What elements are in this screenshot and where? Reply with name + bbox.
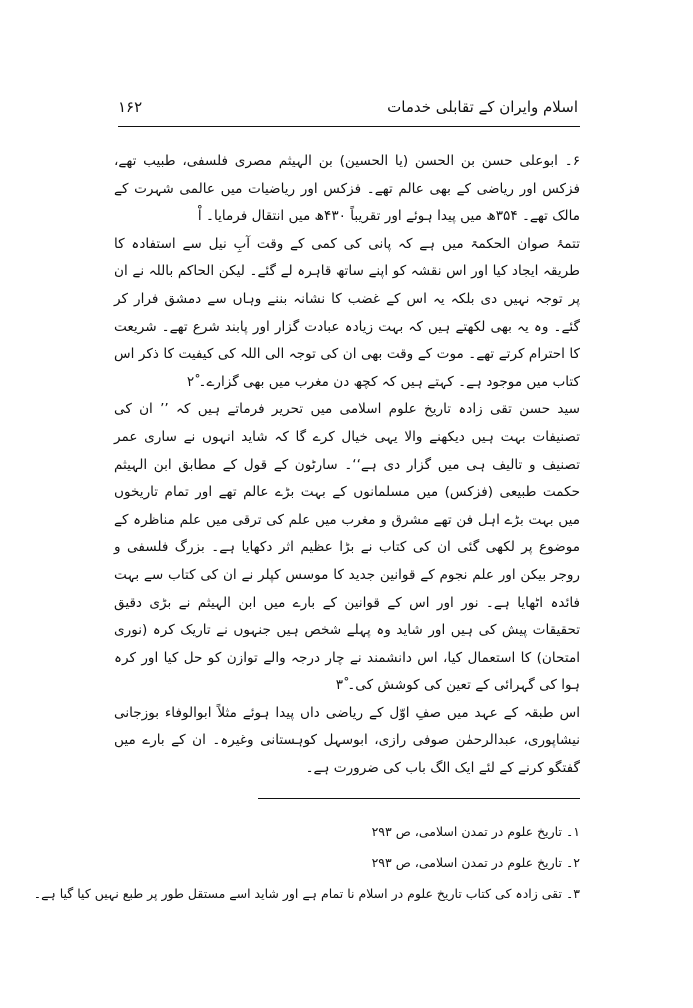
paragraph: سید حسن تقی زادہ تاریخ علوم اسلامی میں تحریر فرماتے ہیں کہ ’’ ان کی تصنیفات بہت ہیں دیکھنے والا یہی خیال کرے گا کہ شاید انہوں نے ساری عمر تصنیف و تالیف ہی میں گزار دی ہے‘‘۔ سارٹون کے قول کے مطابق ابن الہیثم حکمت طبیعی (فزکس) میں مسلمانوں کے بہت بڑے عالم تھے اور تمام تاریخوں میں بہت بڑے اہل فن تھے مشرق و مغرب میں علم کی ترقی میں علم مناظرہ کے موضوع پر لکھی گئی ان کی کتاب نے بڑا عظیم اثر دکھایا ہے۔ بزرگ فلسفی و روجر بیکن اور علم نجوم کے قوانین جدید کا موسس کپلر نے ان کی کتاب سے بہت فائدہ اٹھایا ہے۔ نور اور اس کے قوانین کے بارے میں ابن الہیثم نے بڑی دقیق تحقیقات پیش کی ہیں اور شاید وہ پہلے شخص ہیں جنہوں نے تاریک کرہ (نوری امتحان) کا استعمال کیا، اس دانشمند نے چار درجہ والے توازن کو حل کیا اور کرہ ہوا کی گہرائی کے تعین کی کوشش کی۔ ۳ْ bbox=[114, 401, 580, 694]
footnote: ۱۔ تاریخ علوم در تمدن اسلامی، ص ۲۹۳ bbox=[371, 824, 580, 839]
page-number: ۱۶۲ bbox=[118, 98, 143, 116]
footnote: ۲۔ تاریخ علوم در تمدن اسلامی، ص ۲۹۳ bbox=[371, 855, 580, 870]
footnotes bbox=[33, 816, 580, 909]
running-title: اسلام وایران کے تقابلی خدمات bbox=[387, 98, 578, 116]
paragraph: تتمۂ صوان الحکمۃ میں ہے کہ پانی کی کمی کے وقت آبِ نیل سے استفادہ کا طریقہ ایجاد کیا اور اس نقشہ کو اپنے ساتھ قاہرہ لے گئے۔ لیکن الحاکم باللہ نے ان پر توجہ نہیں دی بلکہ یہ اس کے غضب کا نشانہ بننے وہاں سے دمشق فرار کر گئے۔ وہ یہ بھی لکھتے ہیں کہ بہت زیادہ عبادت گزار اور پابند شرع تھے۔ شریعت کا احترام کرتے تھے۔ موت کے وقت بھی ان کی توجہ الی اللہ کی کیفیت کا ذکر اس کتاب میں موجود ہے۔ کہتے ہیں کہ کچھ دن مغرب میں بھی گزارے۔ ۲ْ bbox=[114, 235, 580, 390]
paragraph: اس طبقہ کے عہد میں صفِ اوّل کے ریاضی داں پیدا ہوئے مثلاً ابوالوفاء بوزجانی نیشاپوری، عبدالرحمٰن صوفی رازی، ابوسہل کوہستانی وغیرہ۔ ان کے بارے میں گفتگو کرنے کے لئے ایک الگ باب کی ضرورت ہے۔ bbox=[114, 704, 580, 777]
footnote: ۳۔ تقی زادہ کی کتاب تاریخ علوم در اسلام نا تمام ہے اور شاید اسے مستقل طور پر طبع نہیں کیا گیا ہے۔ bbox=[33, 886, 580, 901]
main-text bbox=[114, 148, 580, 783]
footnote-separator bbox=[258, 798, 580, 799]
paragraph: ۶۔ ابوعلی حسن بن الحسن (یا الحسین) بن الہیثم مصری فلسفی، طبیب تھے، فزکس اور ریاضی کے بھی عالم تھے۔ فزکس اور ریاضیات میں عالمی شہرت کے مالک تھے۔ ۳۵۴ھ میں پیدا ہوئے اور تقریباً ۴۳۰ھ میں انتقال فرمایا۔ اْ bbox=[114, 153, 580, 225]
header-rule bbox=[118, 126, 580, 127]
running-header bbox=[118, 96, 578, 120]
